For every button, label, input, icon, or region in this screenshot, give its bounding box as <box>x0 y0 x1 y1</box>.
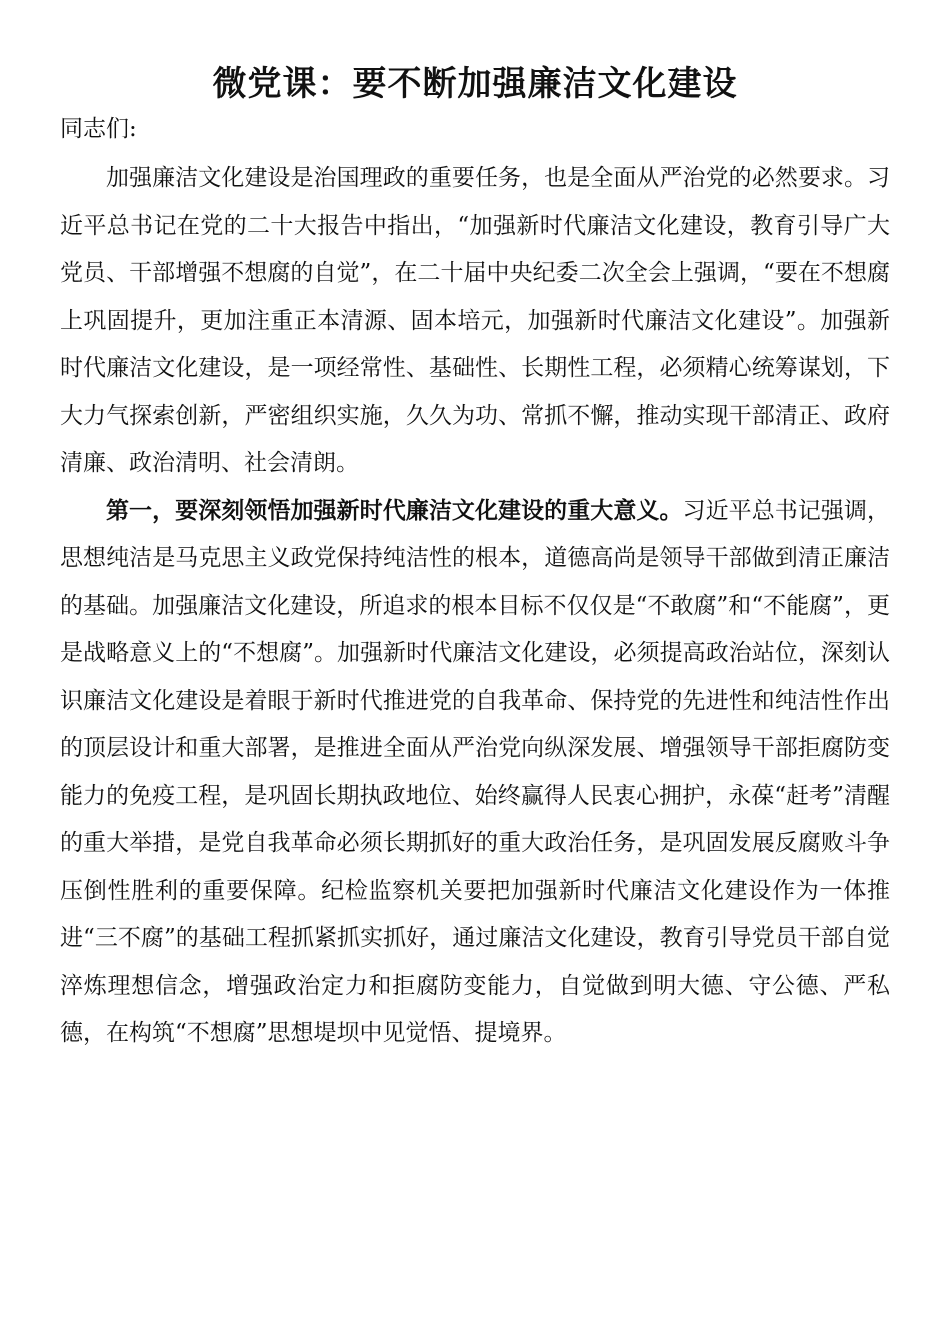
paragraph-first-point <box>60 488 890 1058</box>
page-title: 微党课：要不断加强廉洁文化建设 <box>212 64 738 104</box>
paragraph-first-point-text: 习近平总书记强调，思想纯洁是马克思主义政党保持纯洁性的根本，道德高尚是领导干部做到清正廉洁的基础。加强廉洁文化建设，所追求的根本目标不仅仅是“不敢腐”和“不能腐”，更是战略意义上的“不想腐”。加强新时代廉洁文化建设，必须提高政治站位，深刻认识廉洁文化建设是着眼于新时代推进党的自我革命、保持党的先进性和纯洁性作出的顶层设计和重大部署，是推进全面从严治党向纵深发展、增强领导干部拒腐防变能力的免疫工程，是巩固长期执政地位、始终赢得人民衷心拥护，永葆“赶考”清醒的重大举措，是党自我革命必须长期抓好的重大政治任务，是巩固发展反腐败斗争压倒性胜利的重要保障。纪检监察机关要把加强新时代廉洁文化建设作为一体推进“三不腐”的基础工程抓紧抓实抓好，通过廉洁文化建设，教育引导党员干部自觉淬炼理想信念，增强政治定力和拒腐防变能力，自觉做到明大德、守公德、严私德，在构筑“不想腐”思想堤坝中见觉悟、提境界。 <box>60 497 891 1046</box>
paragraph-intro-text: 加强廉洁文化建设是治国理政的重要任务，也是全面从严治党的必然要求。习近平总书记在党的二十大报告中指出，“加强新时代廉洁文化建设，教育引导广大党员、干部增强不想腐的自觉”，在二十届中央纪委二次全会上强调，“要在不想腐上巩固提升，更加注重正本清源、固本培元，加强新时代廉洁文化建设”。加强新时代廉洁文化建设，是一项经常性、基础性、长期性工程，必须精心统筹谋划，下大力气探索创新，严密组织实施，久久为功、常抓不懈，推动实现干部清正、政府清廉、政治清明、社会清朗。 <box>60 165 890 476</box>
paragraph-intro <box>60 155 890 488</box>
paragraph-first-point-heading: 第一，要深刻领悟加强新时代廉洁文化建设的重大意义。 <box>106 497 683 524</box>
salutation: 同志们: <box>60 116 137 142</box>
